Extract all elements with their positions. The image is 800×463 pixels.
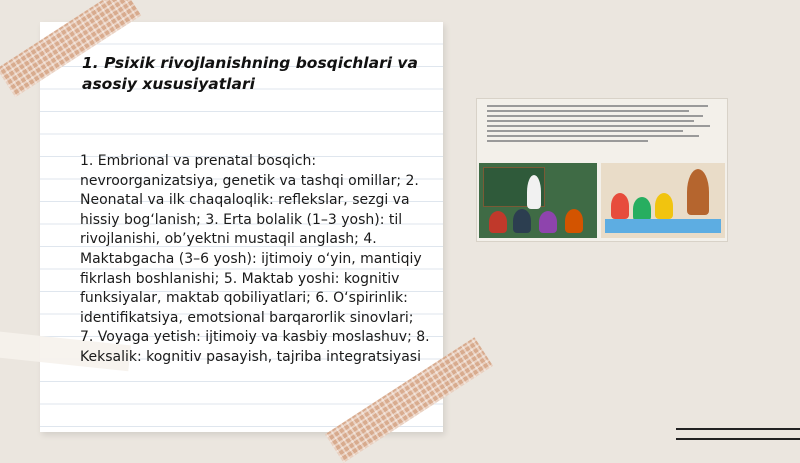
classroom-scene-left <box>479 163 597 238</box>
decorative-line <box>676 438 800 440</box>
slide-title: 1. Psixik rivojlanishning bosqichlari va asosiy xususiyatlari <box>82 54 418 93</box>
illustration-text-block <box>487 105 717 145</box>
classroom-illustration <box>476 98 728 242</box>
decorative-line <box>676 428 800 430</box>
slide-body-text: 1. Embrional va prenatal bosqich: nevroorganizatsiya, genetik va tashqi omillar; 2. Neonatal va ilk chaqaloqlik: reflekslar, sezgi va hissiy bog‘lanish; 3. Erta bolalik (1–3 yosh): til rivojlanishi, ob’yektni mustaqil anglash; 4. Maktabgacha (3–6 yosh): ijtimoiy o‘yin, mantiqiy fikrlash boshlanishi; 5. Maktab yoshi: kognitiv funksiyalar, maktab qobiliyatlari; 6. O‘spirinlik: identifikatsiya, emotsional barqarorlik sinovlari; 7. Voyaga yetish: ijtimoiy va kasbiy moslashuv; 8. Keksalik: kognitiv pasayish, tajriba integratsiyasi <box>80 153 430 365</box>
classroom-scene-right <box>601 163 725 238</box>
